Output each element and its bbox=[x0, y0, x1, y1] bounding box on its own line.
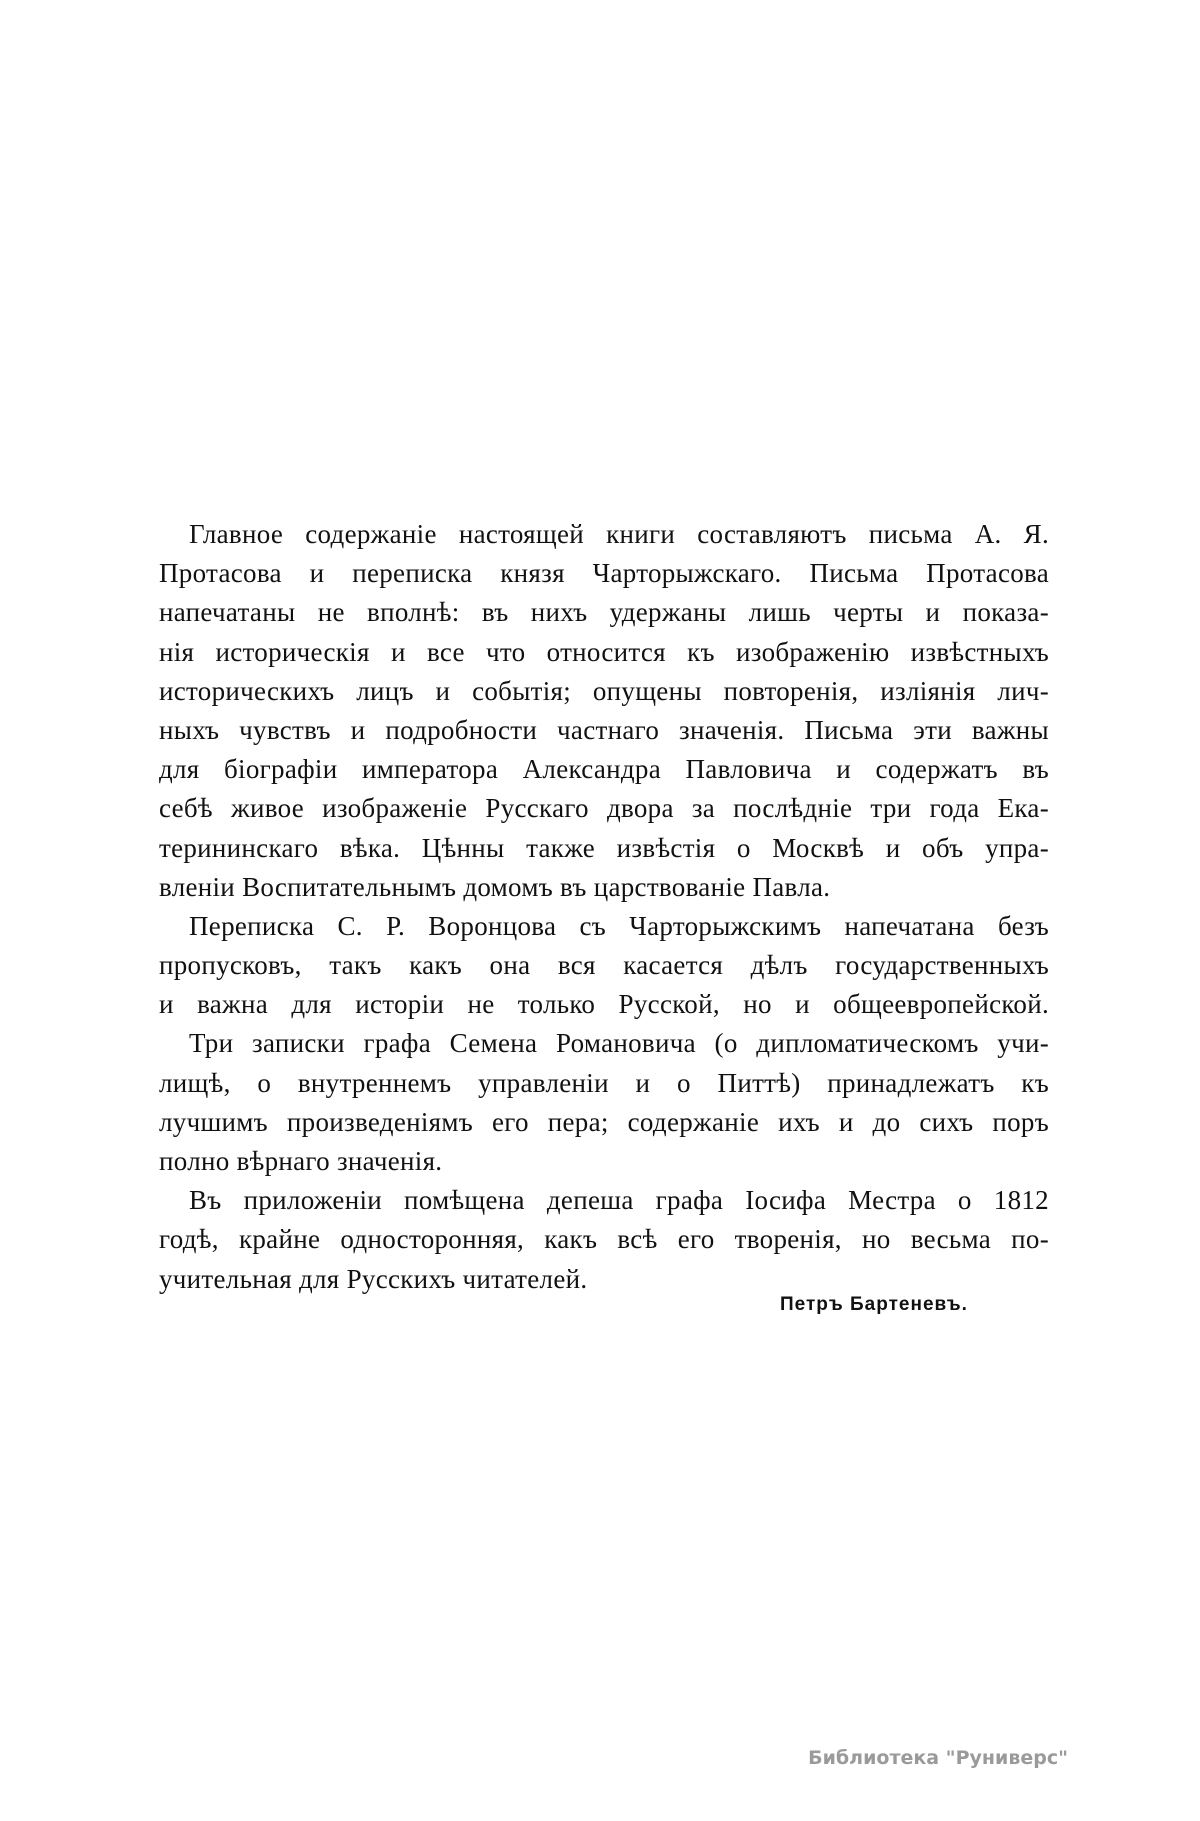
paragraph-1-line-2: Протасова и переписка князя Чарторыжскаго. Письма Протасова bbox=[159, 558, 1049, 589]
paragraph-1-line-8: себѣ живое изображеніе Русскаго двора за послѣдніе три года Ека- bbox=[159, 793, 1049, 824]
paragraph-1-line-4: нія историческія и все что относится къ изображенію извѣстныхъ bbox=[159, 636, 1049, 667]
library-watermark: Библиотека "Руниверс" bbox=[808, 1747, 1068, 1769]
paragraph-1-line-5: историческихъ лицъ и событія; опущены повторенія, изліянія лич- bbox=[159, 675, 1049, 706]
paragraph-3-line-1: Три записки графа Семена Романовича (о дипломатическомъ учи- bbox=[189, 1028, 1049, 1059]
paragraph-1-line-1: Главное содержаніе настоящей книги составляютъ письма А. Я. bbox=[189, 519, 1049, 549]
paragraph-3-line-4: полно вѣрнаго значенія. bbox=[159, 1146, 443, 1176]
paragraph-1-line-7: для біографіи императора Александра Павловича и содержатъ въ bbox=[159, 754, 1049, 785]
author-signature: Петръ Бартеневъ. bbox=[780, 1294, 968, 1315]
paragraph-3-line-3: лучшимъ произведеніямъ его пера; содержаніе ихъ и до сихъ поръ bbox=[159, 1106, 1049, 1137]
paragraph-2-line-3: и важна для исторіи не только Русской, но и общеевропейской. bbox=[159, 989, 1049, 1020]
preface-text bbox=[159, 515, 1049, 1299]
paragraph-2-line-2: пропусковъ, такъ какъ она вся касается дѣлъ государственныхъ bbox=[159, 950, 1049, 981]
paragraph-2-line-1: Переписка С. Р. Воронцова съ Чарторыжскимъ напечатана безъ bbox=[189, 910, 1049, 941]
paragraph-1-line-3: напечатаны не вполнѣ: въ нихъ удержаны лишь черты и показа- bbox=[159, 597, 1049, 628]
paragraph-4-line-1: Въ приложеніи помѣщена депеша графа Іосифа Местра о 1812 bbox=[189, 1185, 1049, 1216]
paragraph-1-line-10: вленіи Воспитательнымъ домомъ въ царствованіе Павла. bbox=[159, 871, 831, 902]
paragraph-4-line-3: учительная для Русскихъ читателей. bbox=[159, 1263, 588, 1294]
paragraph-4-line-2: годѣ, крайне односторонняя, какъ всѣ его творенія, но весьма по- bbox=[159, 1224, 1049, 1255]
paragraph-1-line-9: терининскаго вѣка. Цѣнны также извѣстія о Москвѣ и объ упра- bbox=[159, 832, 1049, 863]
paragraph-1-line-6: ныхъ чувствъ и подробности частнаго значенія. Письма эти важны bbox=[159, 714, 1049, 745]
paragraph-3-line-2: лищѣ, о внутреннемъ управленіи и о Питтѣ) принадлежатъ къ bbox=[159, 1067, 1049, 1098]
